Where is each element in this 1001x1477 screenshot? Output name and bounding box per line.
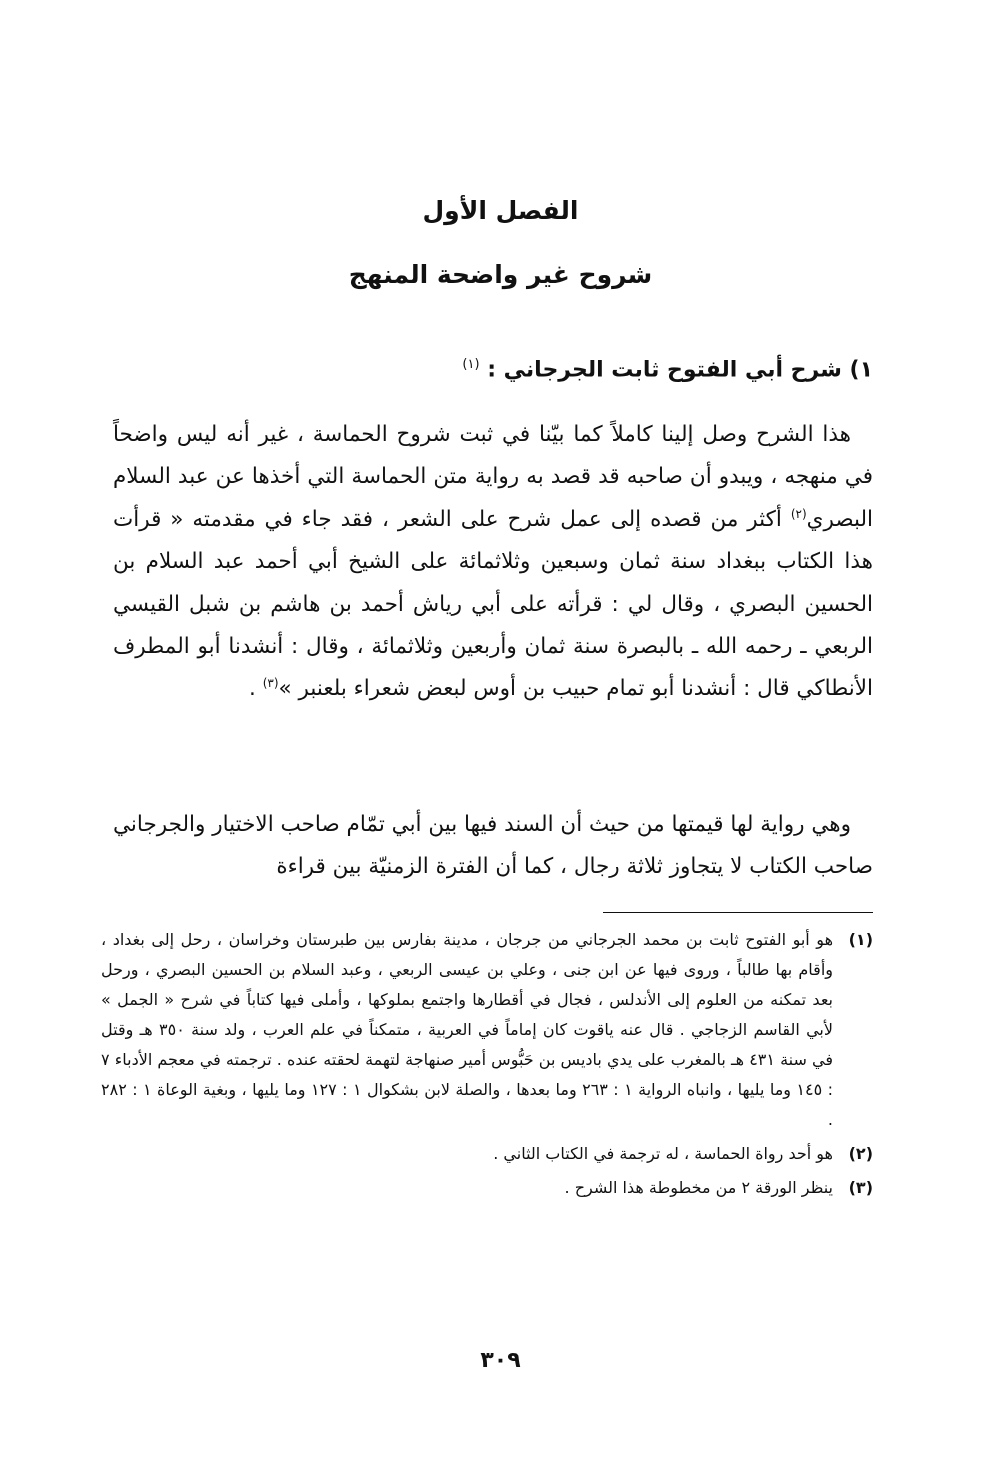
footnote-3 <box>101 1173 873 1203</box>
footnote-2-number: (٢) <box>848 1144 873 1163</box>
chapter-subtitle: شروح غير واضحة المنهج <box>348 260 653 289</box>
paragraph-1 <box>113 414 873 711</box>
footnote-ref-3[interactable]: (٣) <box>262 676 279 691</box>
paragraph-1-part-3: . <box>249 676 263 702</box>
paragraph-1-part-1: هذا الشرح وصل إلينا كاملاً كما بيّنا في ثبت شروح الحماسة ، غير أنه ليس واضحاً في منهجه ، ويبدو أن صاحبه قد قصد به رواية متن الحماسة التي أخذها عن عبد السلام البصري <box>113 422 873 532</box>
section-heading <box>113 357 873 382</box>
footnote-3-number: (٣) <box>848 1178 873 1197</box>
footnote-3-text: ينظر الورقة ٢ من مخطوطة هذا الشرح . <box>564 1178 833 1197</box>
page-number: ٣٠٩ <box>480 1348 521 1373</box>
section-heading-text: ١) شرح أبي الفتوح ثابت الجرجاني : <box>487 357 873 383</box>
footnote-1-number: (١) <box>848 930 873 949</box>
footnotes <box>101 925 873 1207</box>
footnote-1-text: هو أبو الفتوح ثابت بن محمد الجرجاني من جرجان ، مدينة بفارس بين طبرستان وخراسان ، رحل إلى بغداد ، وأقام بها طالباً ، وروى فيها عن ابن جنى ، وعلي بن عيسى الربعي ، وعبد السلام بن الحسين البصري ، ورحل بعد تمكنه من العلوم إلى الأندلس ، فجال في أقطارها واجتمع بملوكها ، وأملى فيها كتاباً في شرح « الجمل » لأبي القاسم الزجاجي . قال عنه ياقوت كان إماماً في العربية ، متمكناً في علم العرب ، ولد سنة ٣٥٠ هـ وقتل في سنة ٤٣١ هـ بالمغرب على يدي باديس بن حَبُّوس أمير صنهاجة لتهمة لحقته عنده . ترجمته في معجم الأدباء ٧ : ١٤٥ وما يليها ، وانباه الرواية ١ : ٢٦٣ وما بعدها ، والصلة لابن بشكوال ١ : ١٢٧ وما يليها ، وبغية الوعاة ١ : ٢٨٢ . <box>101 930 834 1129</box>
footnote-1 <box>101 925 873 1135</box>
chapter-title: الفصل الأول <box>422 196 579 225</box>
footnote-ref-2[interactable]: (٢) <box>790 506 807 521</box>
footnote-2 <box>101 1139 873 1169</box>
paragraph-1-part-2: أكثر من قصده إلى عمل شرح على الشعر ، فقد جاء في مقدمته « قرأت هذا الكتاب ببغداد سنة ثمان وسبعين وثلاثمائة على الشيخ أبي أحمد عبد السلام بن الحسين البصري ، وقال لي : قرأته على أبي رياش أحمد بن هاشم بن شبل القيسي الربعي ـ رحمه الله ـ بالبصرة سنة ثمان وأربعين وثلاثمائة ، وقال : أنشدنا أبو المطرف الأنطاكي قال : أنشدنا أبو تمام حبيب بن أوس لبعض شعراء بلعنبر » <box>113 506 873 702</box>
paragraph-2: وهي رواية لها قيمتها من حيث أن السند فيها بين أبي تمّام صاحب الاختيار والجرجاني صاحب الكتاب لا يتجاوز ثلاثة رجال ، كما أن الفترة الزمنيّة بين قراءة <box>113 812 873 880</box>
footnote-2-text: هو أحد رواة الحماسة ، له ترجمة في الكتاب الثاني . <box>493 1144 833 1163</box>
footnote-ref-1[interactable]: (١) <box>462 357 480 372</box>
footnote-separator <box>603 912 873 913</box>
